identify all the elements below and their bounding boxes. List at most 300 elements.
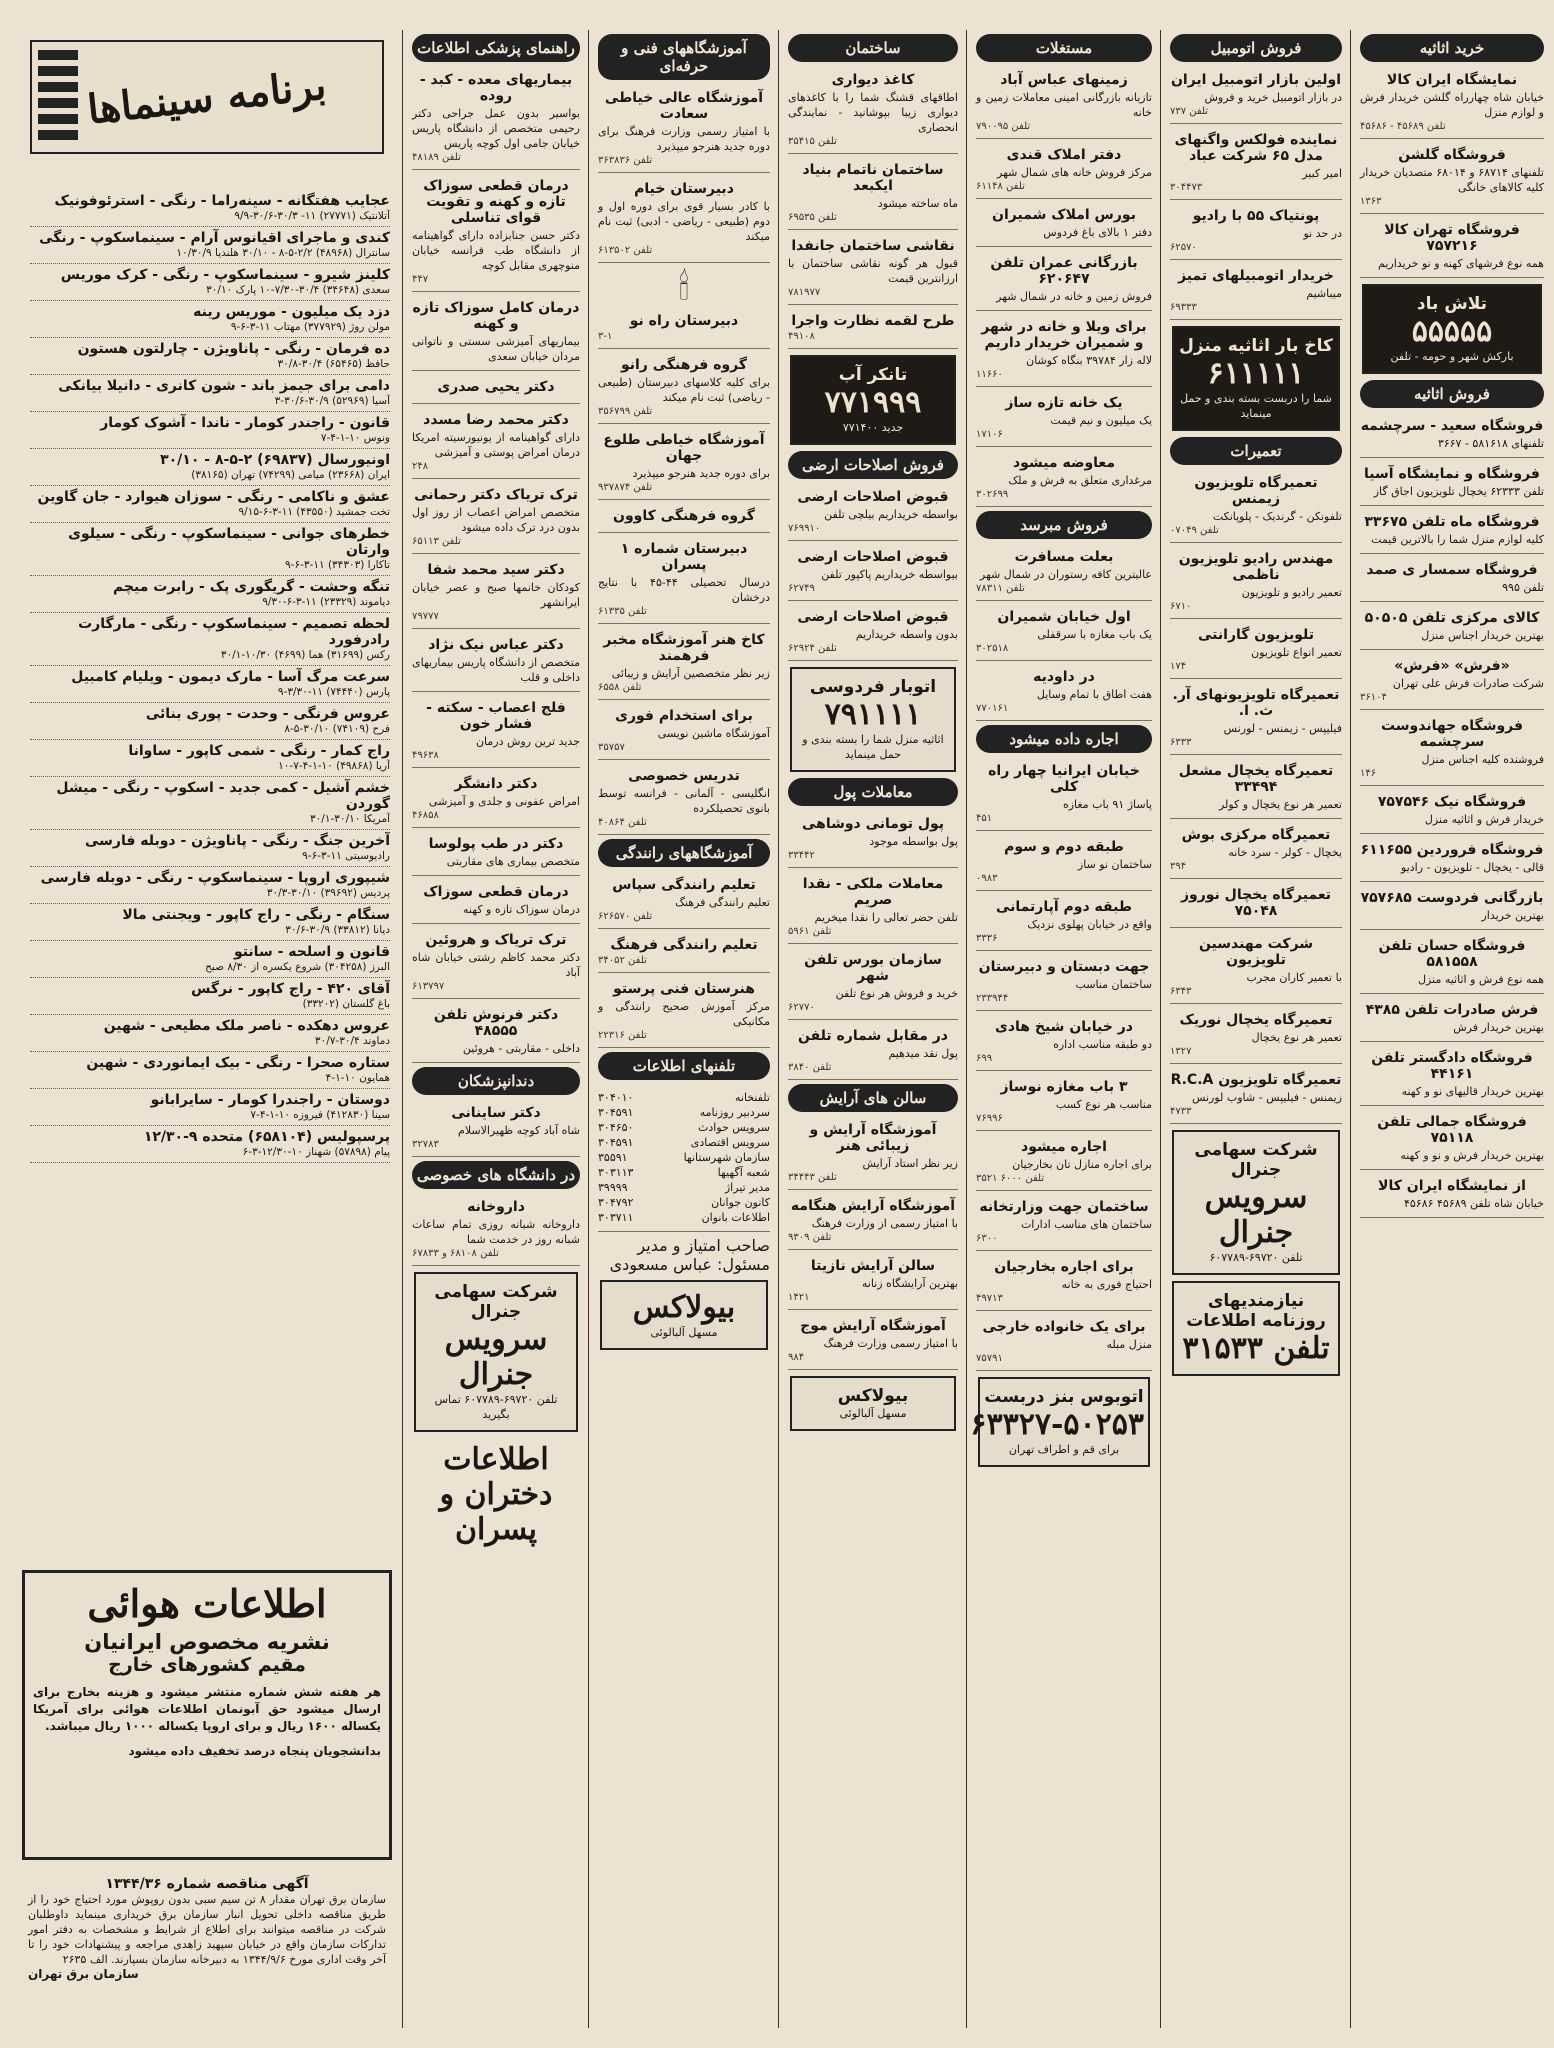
ad-title: بعلت مسافرت	[1014, 549, 1114, 565]
ad-body: قبول هر گونه نقاشی ساختمان با ارزانترین قیمت	[788, 257, 958, 285]
ad-title: فروشگاه سمسار ی صمد	[1366, 562, 1538, 578]
ad-title: طبقه دوم آپارتمانی	[995, 899, 1133, 915]
classified-ad	[976, 1135, 1152, 1191]
display-ad-box	[1362, 284, 1542, 374]
air-note: بدانشجویان پنجاه درصد تخفیف داده میشود	[128, 1744, 381, 1758]
ad-title: گروه فرهنگی رانو	[620, 357, 748, 373]
ad-contact: ۷۶۹۹۱۰	[788, 523, 821, 534]
classified-ad	[976, 251, 1152, 311]
film-showtimes: آسیا (۵۲۹۶۹) ۳۰/۹-۳۰/۶-۳	[274, 395, 390, 407]
classified-ad	[598, 353, 770, 424]
classified-ad	[976, 391, 1152, 447]
phone-row	[598, 1180, 770, 1195]
ad-title: مهندس رادیو تلویزیون ناظمی	[1178, 551, 1334, 583]
display-ad-heading: کاخ بار اثاثیه منزل	[1179, 336, 1333, 356]
ad-body: هفت اطاق با تمام وسایل	[1036, 688, 1152, 701]
column-rule	[966, 30, 967, 2028]
display-ad-number: سرویس جنرال	[444, 1322, 548, 1392]
classified-ad	[1360, 1110, 1544, 1170]
ad-body: بواسیر بدون عمل جراحی دکتر رحیمی متخصص از دانشگاه پاریس خیابان جامی اول کوچه پاریس	[412, 107, 580, 150]
classified-ad	[788, 68, 958, 154]
ad-body: همه نوع فرش و اثاثیه منزل	[1418, 973, 1544, 986]
ad-title: تعمیرگاه تلویزیون R.C.A	[1170, 1072, 1342, 1088]
display-ad-text: مسهل آلبالوئی	[650, 1326, 718, 1339]
display-ad-text: بارکش شهر و حومه - تلفن	[1390, 350, 1514, 363]
ad-title: تعمیرگاه یخچال نوروز ۷۵۰۴۸	[1180, 887, 1332, 919]
ad-contact: ۳۳۳۶	[976, 933, 998, 944]
ad-title: اولین بازار اتومبیل ایران	[1170, 72, 1342, 88]
classified-ad	[598, 764, 770, 835]
ad-contact: ۳۶۱۰۴	[1360, 692, 1387, 703]
ad-body: خریدار فرش و اثاثیه منزل	[1424, 813, 1544, 826]
phone-row	[598, 1210, 770, 1225]
section-header: راهنمای پزشکی اطلاعات	[412, 34, 580, 62]
classified-ad	[598, 933, 770, 973]
ad-title: معاملات ملکی - نقدا صریم	[802, 876, 944, 908]
ad-body: تلفن ۹۹۵	[1502, 581, 1544, 594]
ad-contact: ۳-۱	[598, 331, 613, 342]
cinema-listing	[30, 1126, 390, 1163]
ad-body: بواسطه خریداریم بیلچی تلفن	[824, 508, 958, 521]
display-ad-heading: اتوبوس بنز دربست	[984, 1387, 1144, 1407]
ad-body: تعمیر هر نوع یخچال	[1251, 1031, 1342, 1044]
film-title: دزد یک میلیون - موریس رینه	[193, 304, 390, 320]
ad-title: درمان قطعی سوزاک تازه و کهنه و تقویت قوای تناسلی	[423, 178, 569, 226]
display-ad-number: سرویس جنرال	[1204, 1180, 1308, 1250]
section-header: فروش مبرسد	[976, 511, 1152, 539]
display-ad-text: تلفن ۶۹۷۲۰-۶۰۷۷۸۹ تماس بگیرید	[434, 1393, 558, 1421]
cinema-listing	[30, 449, 390, 486]
ad-contact: تلفن ۷۸۳۱۱	[976, 583, 1025, 594]
film-title: خطرهای جوانی - سینماسکوپ - رنگی - سیلوی وارتان	[68, 526, 390, 558]
ad-contact: تلفن ۳۶۳۸۳۶	[598, 155, 653, 166]
phone-row	[598, 1165, 770, 1180]
cinema-listing	[30, 576, 390, 613]
phone-name: اطلاعات بانوان	[701, 1211, 770, 1224]
ad-body: یخچال - کولر - سرد خانه	[1228, 846, 1342, 859]
ad-contact: تلفن ۹۳۰۹	[788, 1232, 832, 1243]
classified-ad	[1170, 623, 1342, 679]
cinema-listing	[30, 941, 390, 978]
ad-title: ساختمان ناتمام بنیاد ایکبعد	[802, 162, 944, 194]
ad-body: فروشنده کلیه اجناس منزل	[1421, 753, 1544, 766]
ad-title: معاوضه میشود	[1012, 455, 1115, 471]
display-ad-heading: تانکر آب	[838, 365, 908, 385]
film-showtimes: دیانا (۳۳۸۱۲) ۳۰/۹-۳۰/۶	[285, 924, 390, 936]
classified-ad	[1360, 998, 1544, 1042]
ad-body: درمان سوزاک تازه و کهنه	[463, 903, 580, 916]
ad-body: بیواسطه خریداریم پاکپور تلفن	[821, 568, 958, 581]
film-showtimes: آتلانتیک (۲۷۷۷۱) ۱۱- ۳۰/۳-۳۰/۶-۹/۹	[234, 210, 390, 222]
ad-body: بیماریهای آمیزشی سستی و ناتوانی مردان خیابان سعدی	[412, 335, 580, 363]
ad-title: قبوض اصلاحات ارضی	[797, 489, 949, 505]
film-title: لحظه تصمیم - سینماسکوپ - رنگی - مارگارت رادرفورد	[78, 616, 390, 648]
ad-body: تلفن حضر تعالی را نقدا میخریم	[814, 911, 958, 924]
ad-body: پول نقد میدهیم	[888, 1047, 958, 1060]
display-ad-heading: تلاش باد	[1416, 294, 1488, 314]
phone-number: ۳۰۴۵۹۱	[598, 1106, 634, 1119]
ad-body: واقع در خیابان پهلوی نزدیک	[1027, 918, 1152, 931]
ad-body: ساختمان مناسب	[1075, 978, 1152, 991]
ad-title: قبوض اصلاحات ارضی	[797, 609, 949, 625]
film-showtimes: سانترال (۴۸۹۶۸) ۲/۲-۵-۸ - ۳۰/۱۰ هلندیا ۱۰/۳۰/۹	[176, 247, 390, 259]
classified-ad	[1170, 471, 1342, 543]
classified-ad	[598, 177, 770, 263]
ad-body: یک میلیون و نیم قیمت	[1050, 414, 1152, 427]
ad-title: اجاره میشود	[1021, 1139, 1107, 1155]
ad-title: دکتر فرنوش تلفن ۴۸۵۵۵	[433, 1007, 559, 1039]
film-showtimes: حافظ (۶۵۴۶۵) ۳۰/۴-۳۰/۸	[277, 358, 390, 370]
ad-title: برای ویلا و خانه در شهر و شمیران خریدار داریم	[981, 319, 1147, 351]
ad-contact: تلفن ۶۲۶۵۷۰	[598, 911, 653, 922]
classified-ad	[412, 1195, 580, 1266]
ad-title: طرح لقمه نظارت واجرا	[791, 313, 955, 329]
classified-ad	[976, 665, 1152, 721]
ad-body: داخلی - مقاربتی - هروئین	[462, 1042, 580, 1055]
ad-contact: ۴۴۷	[412, 274, 429, 285]
ad-contact: ۳۹۴	[1170, 861, 1187, 872]
ad-contact: تلفن ۵۹۶۱	[788, 926, 832, 937]
film-showtimes: آریا (۴۹۸۶۸) ۱۰-۱-۴-۷-۱۰	[278, 760, 390, 772]
ad-contact: تلفن ۶۱۳۵۰۲	[598, 245, 653, 256]
classified-ad	[976, 1015, 1152, 1071]
tender-signature: سازمان برق تهران	[28, 1967, 139, 1981]
classified-ad	[788, 1194, 958, 1250]
column-rule	[1350, 30, 1351, 2028]
ad-title: «فرش» «فرش»	[1394, 658, 1510, 674]
classified-ad	[412, 928, 580, 999]
ad-contact: تلفن ۳۵۶۷۹۹	[598, 406, 653, 417]
ad-title: بورس املاک شمیران	[992, 207, 1136, 223]
section-header: در دانشگاه های خصوصی	[412, 1161, 580, 1189]
ad-contact: ۶۹۹	[976, 1053, 993, 1064]
film-title: عجایب هفتگانه - سینه‌راما - رنگی - استرئوفونیک	[54, 193, 390, 209]
ad-body: عالیترین کافه رستوران در شمال شهر	[979, 568, 1152, 581]
cinema-listing	[30, 867, 390, 904]
film-showtimes: پیام (۵۷۸۹۸) شهناز ۱۰-۱۲/۳۰-۳-۶	[242, 1146, 390, 1158]
phone-number: ۳۵۵۹۱	[598, 1151, 628, 1164]
ad-title: بازرگانی فردوست ۷۵۷۶۸۵	[1360, 890, 1544, 906]
classified-ad	[976, 1315, 1152, 1371]
ad-body: دارای گواهینامه از یونیورسیته امریکا درمان امراض پوستی و آمیزشی	[412, 431, 580, 459]
ad-body: دکتر حسن جنابزاده دارای گواهینامه از دانشگاه طب فرانسه خیابان منوچهری مقابل کوچه	[412, 229, 580, 272]
classified-ad	[1360, 1174, 1544, 1218]
classified-ad	[412, 1101, 580, 1157]
ad-title: دکتر یحیی صدری	[437, 379, 555, 395]
ad-title: بیماریهای معده - کبد - روده	[419, 72, 573, 104]
ad-title: فروشگاه دادگستر تلفن ۴۴۱۶۱	[1371, 1050, 1533, 1082]
ad-title: ۳ باب مغازه نوساز	[1000, 1079, 1128, 1095]
ad-body: تعمیر انواع تلویزیون	[1251, 646, 1342, 659]
classified-ad	[1170, 883, 1342, 928]
film-showtimes: تخت جمشید (۴۳۵۵۰) ۱۱-۳-۶-۹/۱۵	[238, 506, 390, 518]
ad-contact: ۰۹۸۳	[976, 873, 998, 884]
ad-title: فروشگاه و نمایشگاه آسیا	[1364, 466, 1540, 482]
ad-title: گروه فرهنگی کاوون	[613, 508, 755, 524]
phone-number: ۳۹۹۹۹	[598, 1181, 628, 1194]
ad-title: نمایشگاه ایران کالا	[1386, 72, 1518, 88]
classified-ad	[976, 895, 1152, 951]
ad-contact: ۱۴۲۱	[788, 1292, 810, 1303]
ad-contact: تلفن ۲۲۳۱۶	[598, 1030, 647, 1041]
classified-ad	[1170, 759, 1342, 819]
classified-ad	[1170, 683, 1342, 755]
section-header: آموزشگاههای رانندگی	[598, 839, 770, 867]
ad-contact: ۴۹۶۳۸	[412, 750, 439, 761]
film-showtimes: سینا (۴۱۲۸۳۰) فیروزه ۱۰-۱-۴-۷	[250, 1109, 390, 1121]
film-title: دامی برای جیمز باند - شون کانری - دانیلا بیانکی	[58, 378, 390, 394]
classified-ad	[976, 315, 1152, 387]
phone-row	[598, 1195, 770, 1210]
ad-body: دکتر محمد کاظم رشتی خیابان شاه آباد	[412, 951, 580, 979]
film-title: ستاره صحرا - رنگی - بیک ایمانوردی - شهین	[86, 1055, 390, 1071]
ad-contact: تلفن ۶۱۱۴۸	[976, 181, 1025, 192]
ad-title: ساختمان جهت وزارتخانه	[979, 1199, 1149, 1215]
ad-contact: تلفن ۶۲۹۲۴	[788, 643, 837, 654]
phone-name: سرویس اقتصادی	[690, 1136, 770, 1149]
display-ad-number: بیولاکس	[632, 1290, 736, 1325]
ad-title: سازمان بورس تلفن شهر	[804, 952, 942, 984]
ad-body: تعمیر رادیو و تلویزیون	[1241, 586, 1342, 599]
ad-title: فرش صادرات تلفن ۴۳۸۵	[1365, 1002, 1539, 1018]
display-ad-number: ۷۷۱۹۹۹	[824, 385, 922, 420]
cinema-listing	[30, 1015, 390, 1052]
ad-body: زیر نظر متخصصین آرایش و زیبائی	[611, 667, 770, 680]
column-rule	[402, 30, 403, 2028]
ad-body: مرکز فروش خانه های شمال شهر	[997, 166, 1152, 179]
ad-title: درمان قطعی سوزاک	[423, 884, 569, 900]
ad-body: متخصص بیماری های مقاربتی	[446, 855, 580, 868]
ad-contact: تلفن ۰۷۰۴۹	[1170, 525, 1219, 536]
ad-contact: ۴۷۳۳	[1170, 1106, 1192, 1117]
section-header: ساختمان	[788, 34, 958, 62]
ad-title: دکتر دانشگر	[454, 776, 538, 792]
classified-ad	[788, 1024, 958, 1080]
film-title: کندی و ماجرای اقیانوس آرام - سینماسکوپ - رنگی	[39, 230, 390, 246]
display-ad-text: اثاثیه منزل شما را بسته بندی و حمل مینماید	[802, 733, 944, 761]
ad-body: با امتیاز رسمی وزارت فرهنگ	[823, 1337, 958, 1350]
ad-contact: تلفن ۶۱۳۳۵	[598, 606, 647, 617]
ad-body: خیابان شاه تلفن ۴۵۶۸۹ ۴۵۶۸۶	[1403, 1197, 1544, 1210]
ad-contact: ۴۹۱۰۸	[788, 331, 815, 342]
ad-contact: ۷۵۷۹۱	[976, 1353, 1003, 1364]
display-ad-number: تلفن ۳۱۵۳۳	[1182, 1331, 1330, 1366]
ad-body: تلفنهای ۵۸۱۶۱۸ - ۳۶۶۷	[1437, 437, 1544, 450]
classified-ad	[976, 605, 1152, 661]
ad-body: در حد نو	[1303, 227, 1342, 240]
ad-body: بهترین آرایشگاه زنانه	[861, 1277, 958, 1290]
section-header: خرید اثاثیه	[1360, 34, 1544, 62]
ad-body: تلفن ۶۲۳۳۳ یخچال تلویزیون اجاق گاز	[1373, 485, 1544, 498]
ad-contact: ۴۶۸۵۸	[412, 810, 439, 821]
film-title: سرعت مرگ آسا - مارک دیمون - ویلیام کامبیل	[71, 669, 390, 685]
ad-body: با امتیاز رسمی وزارت فرهنگ برای دوره جدید هنرجو میپذیرد	[598, 125, 770, 153]
ad-title: یک خانه تازه ساز	[1005, 395, 1123, 411]
classified-ad	[412, 633, 580, 692]
ad-contact: ۲۳۳۹۴۴	[976, 993, 1009, 1004]
classified-ad	[412, 296, 580, 371]
ad-body: مناسب هر نوع کسب	[1055, 1098, 1152, 1111]
film-title: قانون - راجندر کومار - ناندا - آشوک کومار	[100, 415, 390, 431]
section-header: تلفنهای اطلاعات	[598, 1052, 770, 1080]
cinema-listing	[30, 264, 390, 301]
film-title: تنگه وحشت - گریگوری پک - رابرت میچم	[112, 579, 390, 595]
film-title: شیپوری اروپا - سینماسکوپ - رنگی - دوبله فارسی	[40, 870, 390, 886]
classified-ad	[412, 68, 580, 170]
ad-title: در مقابل شماره تلفن	[797, 1028, 948, 1044]
ad-title: تعلیم رانندگی سپاس	[612, 877, 756, 893]
ad-contact: ۴۹۷۱۳	[976, 1293, 1003, 1304]
ad-contact: تلفن ۶۵۱۱۳	[412, 536, 461, 547]
film-showtimes: دماوند ۳۰/۴-۳۰/۷	[314, 1035, 390, 1047]
ad-title: دفتر املاک قندی	[1006, 147, 1122, 163]
ad-contact: ۱۷۱۰۶	[976, 429, 1003, 440]
ad-contact: ۶۳۳۳	[1170, 737, 1192, 748]
ad-contact: تلفن ۷۹۰۰۹۵	[976, 121, 1031, 132]
cinema-listing	[30, 613, 390, 666]
classified-ad	[1360, 414, 1544, 458]
ad-title: تعمیرگاه تلویزیون زیمنس	[1194, 475, 1318, 507]
ad-body: تعلیم رانندگی فرهنگ	[675, 896, 770, 909]
classified-ad	[598, 504, 770, 533]
ad-body: برای اجاره منازل تان بخارجیان	[1012, 1158, 1152, 1171]
display-ad-box	[1172, 1281, 1340, 1376]
cinema-title-box	[30, 40, 384, 154]
ad-body: احتیاج فوری به خانه	[1061, 1278, 1152, 1291]
ad-body: ماه ساخته میشود	[877, 197, 958, 210]
cinema-listing	[30, 338, 390, 375]
classified-ad	[1170, 1008, 1342, 1064]
ad-title: دکتر ساینانی	[451, 1105, 541, 1121]
classified-ad	[1170, 204, 1342, 260]
classified-ad	[1360, 143, 1544, 214]
column-property	[970, 30, 1158, 2028]
ad-contact: ۹۸۴	[788, 1352, 805, 1363]
ad-title: خریدار اتومبیلهای تمیز	[1178, 268, 1334, 284]
film-showtimes: البرز (۳۰۴۲۵۸) شروع یکسره از ۸/۳۰ صبح	[205, 961, 390, 973]
ad-title: فروشگاه ماه تلفن ۳۳۶۷۵	[1364, 514, 1540, 530]
display-ad-number: ۶۳۳۲۷-۵۰۲۵۳	[970, 1407, 1144, 1442]
ad-title: فروشگاه نیک ۷۵۷۵۴۶	[1377, 794, 1527, 810]
classified-ad	[976, 68, 1152, 139]
ad-title: خیابان ایرانیا چهار راه کلی	[988, 763, 1140, 795]
ad-body: برای کلیه کلاسهای دبیرستان (طبیعی - ریاضی) ثبت نام میکند	[598, 376, 770, 404]
ad-title: فلج اعصاب - سکته - فشار خون	[426, 700, 566, 732]
classified-ad	[788, 948, 958, 1020]
phone-name: سازمان شهرستانها	[683, 1151, 770, 1164]
phone-name: شعبه آگهیها	[717, 1166, 770, 1179]
ad-title: در داودیه	[1033, 669, 1095, 685]
classified-ad	[412, 483, 580, 554]
ad-title: تعمیرگاه تلویزیونهای آر. ث. ا.	[1172, 687, 1340, 719]
air-subtitle-2: مقیم کشورهای خارج	[108, 1654, 306, 1676]
cinema-listing	[30, 1052, 390, 1089]
classified-ad	[1360, 790, 1544, 834]
phone-number: ۳۰۴۰۱۰	[598, 1091, 634, 1104]
ad-contact: ۳۵۷۵۷	[598, 742, 625, 753]
ad-body: بهترین خریدار قالیهای نو و کهنه	[1401, 1085, 1544, 1098]
film-showtimes: رادیوسیتی ۱۱-۳-۶-۹	[302, 850, 390, 862]
ad-body: شرکت صادرات فرش علی تهران	[1392, 677, 1544, 690]
display-ad-box	[1172, 326, 1340, 431]
film-title: عروس فرنگی - وحدت - پوری بنائی	[145, 706, 390, 722]
classified-ad	[598, 873, 770, 929]
section-header: سالن های آرایش	[788, 1084, 958, 1112]
display-ad-box	[970, 1377, 1150, 1467]
ad-title: برای استخدام فوری	[615, 708, 753, 724]
ad-title: آموزشگاه آرایش هنگامه	[790, 1198, 956, 1214]
classified-ad	[788, 309, 958, 349]
section-header: معاملات پول	[788, 778, 958, 806]
cinema-listing	[30, 740, 390, 777]
film-title: سنگام - رنگی - راج کاپور - ویجنتی مالا	[122, 907, 390, 923]
classified-ad	[788, 485, 958, 541]
display-ad-heading: نیازمندیهای روزنامه اطلاعات	[1186, 1291, 1326, 1331]
display-ad-number: ۵۵۵۵۵	[1411, 314, 1493, 349]
cinema-listing	[30, 486, 390, 523]
section-header: تعمیرات	[1170, 437, 1342, 465]
ad-contact: ۱۷۴	[1170, 661, 1187, 672]
ad-body: با کادر بسیار قوی برای دوره اول و دوم (طبیعی - ریاضی - ادبی) ثبت نام میکند	[598, 200, 770, 243]
classified-ad	[1170, 932, 1342, 1004]
section-header: اجاره داده میشود	[976, 725, 1152, 753]
cinema-listing	[30, 904, 390, 941]
column-rule	[588, 30, 589, 2028]
classified-ad	[1170, 823, 1342, 879]
classified-ad	[1360, 510, 1544, 554]
film-showtimes: دیاموند (۲۳۳۲۹) ۱۱-۳-۶-۹/۳۰	[262, 596, 390, 608]
display-ad-heading: بیولاکس	[837, 1386, 909, 1406]
ad-title: تلویزیون گارانتی	[1198, 627, 1314, 643]
film-title: قانون و اسلحه - سانتو	[233, 944, 390, 960]
ad-contact: ۳۳۴۴۲	[788, 850, 815, 861]
classified-ad	[976, 759, 1152, 831]
classified-ad	[598, 428, 770, 500]
ad-title: دکتر در طب پولوسا	[428, 836, 564, 852]
film-title: پرسپولیس (۶۵۸۱۰۴) متحده ۹-۱۲/۳۰	[143, 1129, 390, 1145]
ad-body: قالی - یخچال - تلویزیون - رادیو	[1401, 861, 1544, 874]
classified-ad	[598, 628, 770, 700]
film-title: اونیورسال (۶۹۸۳۷) ۲-۵-۸ - ۳۰/۱۰	[160, 452, 390, 468]
column-medical	[406, 30, 586, 2028]
display-ad-box	[414, 1272, 578, 1432]
ad-title: تعلیم رانندگی فرهنگ	[610, 937, 758, 953]
ad-body: درسال تحصیلی ۴۴-۴۵ با نتایج درخشان	[598, 576, 770, 604]
ad-title: بازرگانی عمران تلفن ۶۲۰۶۴۷	[990, 255, 1138, 287]
classified-ad	[976, 545, 1152, 601]
film-title: عشق و ناکامی - رنگی - سوزان هیوارد - جان گاوین	[37, 489, 390, 505]
air-title: اطلاعات هوائی	[87, 1581, 327, 1626]
column-furniture	[1354, 30, 1550, 2028]
film-showtimes: سعدی (۳۴۶۴۸) ۳۰/۴-۷/۳۰-۱۰ پارک ۳۰/۱۰	[206, 284, 390, 296]
classified-ad	[598, 86, 770, 173]
ad-contact: ۷۶۹۹۶	[976, 1113, 1003, 1124]
cinema-listing	[30, 703, 390, 740]
ad-title: سالن آرایش نازیتا	[810, 1258, 936, 1274]
classified-ad	[598, 977, 770, 1048]
ad-body: اطاقهای قشنگ شما را با کاغذهای دیواری زیبا بپوشانید - نمایندگی انحصاری	[788, 91, 958, 134]
ad-title: جهت دبستان و دبیرستان	[978, 959, 1150, 975]
ad-body: متخصص امراض اعصاب از روز اول بدون درد ترک داده میشود	[412, 506, 580, 534]
section-header: فروش اتومبیل	[1170, 34, 1342, 62]
ad-title: آموزشگاه آرایش موج	[800, 1318, 946, 1334]
ad-title: در خیابان شیخ هادی	[995, 1019, 1133, 1035]
ad-contact: ۳۰۲۵۱۸	[976, 643, 1009, 654]
ad-contact: ۷۷۰۱۶۱	[976, 703, 1009, 714]
ad-title: شرکت مهندسین تلویزیون	[1198, 936, 1314, 968]
ad-body: بهترین خریدار اجناس منزل	[1421, 629, 1544, 642]
phone-number: ۳۰۴۶۵۰	[598, 1121, 634, 1134]
